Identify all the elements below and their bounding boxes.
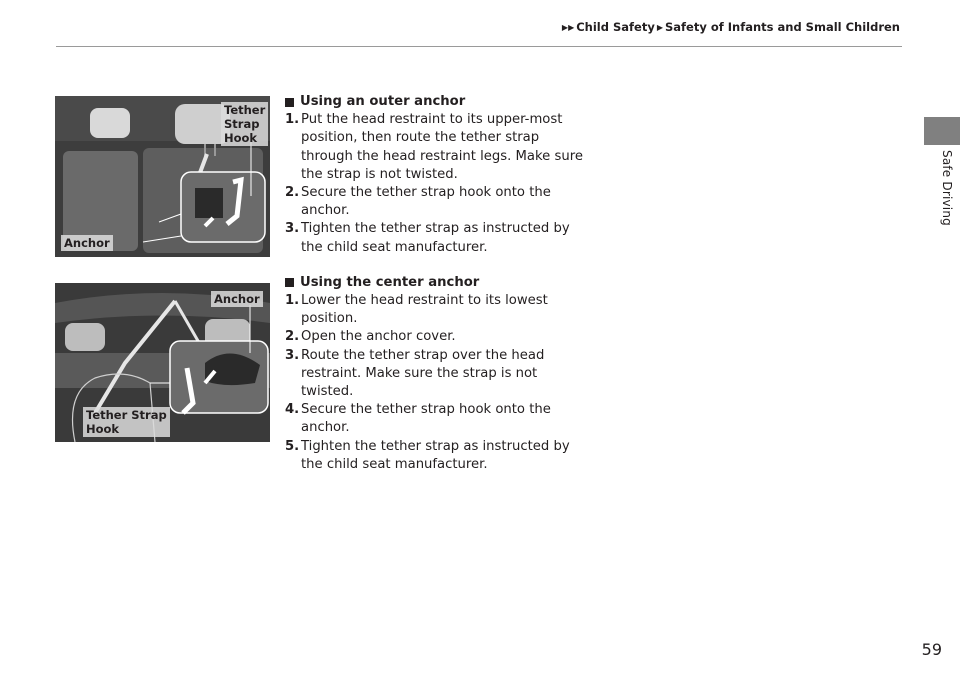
double-arrow-icon: ▶▶ xyxy=(561,22,575,32)
arrow-icon: ▶ xyxy=(656,22,663,32)
side-tab-marker[interactable] xyxy=(924,117,960,145)
section-title xyxy=(285,93,585,111)
section-outer-anchor xyxy=(285,93,585,257)
section-title-text: Using an outer anchor xyxy=(300,94,466,109)
header-rule xyxy=(56,46,902,47)
section-title xyxy=(285,274,585,292)
step-text: Secure the tether strap hook onto the anchor. xyxy=(301,402,551,436)
tether-strap-hook-label: Tether Strap Hook xyxy=(221,102,268,146)
step-text: Put the head restraint to its upper-most position, then route the tether strap through the head restraint legs. Make sure the strap is not twisted. xyxy=(301,112,583,182)
step-item xyxy=(285,347,585,402)
step-number: 1. xyxy=(285,112,300,128)
step-text: Route the tether strap over the head restraint. Make sure the strap is not twisted. xyxy=(301,347,545,400)
anchor-label: Anchor xyxy=(61,235,113,251)
square-bullet-icon xyxy=(285,278,294,287)
step-text: Open the anchor cover. xyxy=(301,329,456,345)
step-number: 4. xyxy=(285,402,300,418)
step-number: 3. xyxy=(285,347,300,363)
breadcrumb xyxy=(562,20,900,34)
page-number: 59 xyxy=(921,640,942,659)
step-text: Tighten the tether strap as instructed by the child seat manufacturer. xyxy=(301,438,570,472)
center-anchor-illustration xyxy=(55,283,270,442)
step-text: Secure the tether strap hook onto the anchor. xyxy=(301,185,551,219)
step-item xyxy=(285,328,585,346)
step-item xyxy=(285,438,585,474)
step-item xyxy=(285,220,585,256)
instructions xyxy=(285,93,585,491)
step-item xyxy=(285,292,585,328)
breadcrumb-item-child-safety[interactable]: Child Safety xyxy=(576,20,655,34)
step-item xyxy=(285,111,585,184)
step-number: 5. xyxy=(285,438,300,454)
step-number: 2. xyxy=(285,329,300,345)
step-text: Lower the head restraint to its lowest position. xyxy=(301,293,548,327)
square-bullet-icon xyxy=(285,98,294,107)
step-number: 1. xyxy=(285,293,300,309)
section-center-anchor xyxy=(285,274,585,474)
step-number: 2. xyxy=(285,185,300,201)
step-item xyxy=(285,401,585,437)
outer-anchor-illustration xyxy=(55,96,270,257)
step-number: 3. xyxy=(285,221,300,237)
tether-strap-hook-label: Tether Strap Hook xyxy=(83,407,170,437)
step-item xyxy=(285,184,585,220)
step-text: Tighten the tether strap as instructed by the child seat manufacturer. xyxy=(301,221,570,255)
anchor-label: Anchor xyxy=(211,291,263,307)
breadcrumb-item-safety-infants[interactable]: Safety of Infants and Small Children xyxy=(664,20,900,34)
side-tab-label: Safe Driving xyxy=(940,150,954,226)
section-title-text: Using the center anchor xyxy=(300,274,480,290)
